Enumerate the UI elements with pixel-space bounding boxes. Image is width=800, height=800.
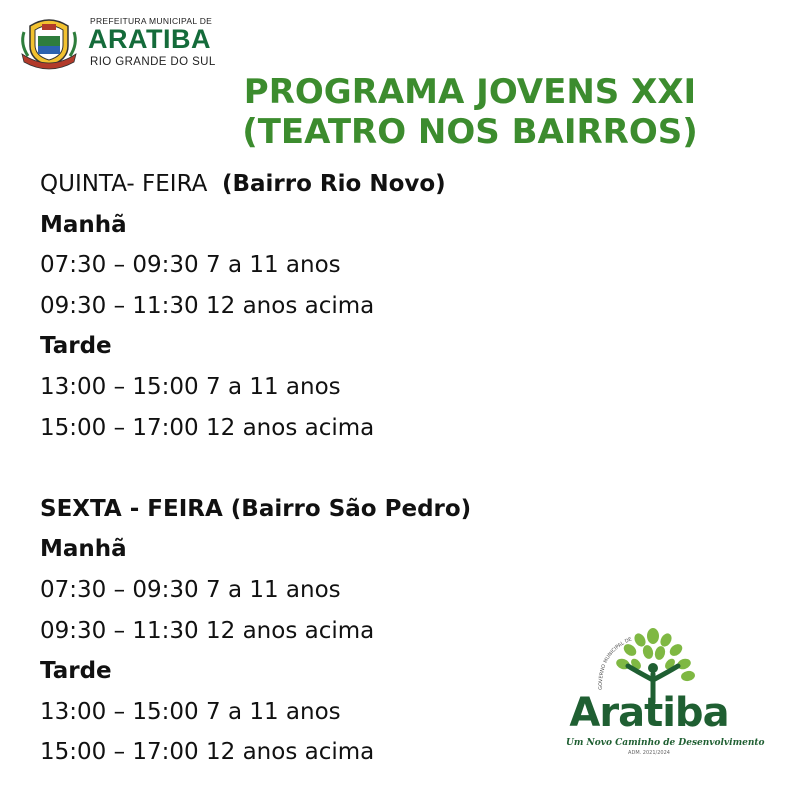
coat-of-arms-icon	[18, 12, 80, 70]
friday-morning-slot: 09:30 – 11:30 12 anos acima	[40, 617, 375, 644]
administration-period: ADM. 2021/2024	[628, 750, 670, 756]
thursday-day: QUINTA- FEIRA	[40, 171, 208, 197]
thursday-morning-label: Manhã	[40, 211, 127, 238]
friday-afternoon-slot: 13:00 – 15:00 7 a 11 anos	[40, 698, 341, 725]
thursday-morning-slot: 07:30 – 09:30 7 a 11 anos	[40, 252, 341, 279]
thursday-heading	[40, 164, 580, 205]
page-title	[230, 72, 710, 152]
thursday-morning-slot: 09:30 – 11:30 12 anos acima	[40, 292, 375, 319]
thursday-place: (Bairro Rio Novo)	[221, 171, 446, 197]
friday-morning-slot: 07:30 – 09:30 7 a 11 anos	[40, 576, 341, 603]
aratiba-logo-name: Aratiba	[569, 690, 729, 736]
thursday-afternoon-slot: 13:00 – 15:00 7 a 11 anos	[40, 373, 341, 400]
section-spacer	[40, 448, 580, 489]
state-name: RIO GRANDE DO SUL	[90, 56, 216, 68]
slogan: Um Novo Caminho de Desenvolvimento	[566, 738, 765, 748]
friday-afternoon-slot: 15:00 – 17:00 12 anos acima	[40, 739, 375, 766]
city-name: ARATIBA	[88, 24, 211, 54]
title-line-2: (TEATRO NOS BAIRROS)	[242, 112, 698, 152]
government-logo	[566, 628, 765, 760]
title-line-1: PROGRAMA JOVENS XXI	[243, 72, 697, 112]
friday-afternoon-label: Tarde	[40, 658, 112, 685]
friday-morning-label: Manhã	[40, 536, 127, 563]
municipal-logo	[18, 12, 218, 72]
prefeitura-label: PREFEITURA MUNICIPAL DE	[90, 16, 213, 26]
thursday-afternoon-slot: 15:00 – 17:00 12 anos acima	[40, 414, 375, 441]
friday-heading: SEXTA - FEIRA (Bairro São Pedro)	[40, 495, 472, 522]
schedule	[40, 164, 580, 773]
thursday-afternoon-label: Tarde	[40, 333, 112, 360]
arc-text: GOVERNO MUNICIPAL DE	[597, 636, 633, 690]
